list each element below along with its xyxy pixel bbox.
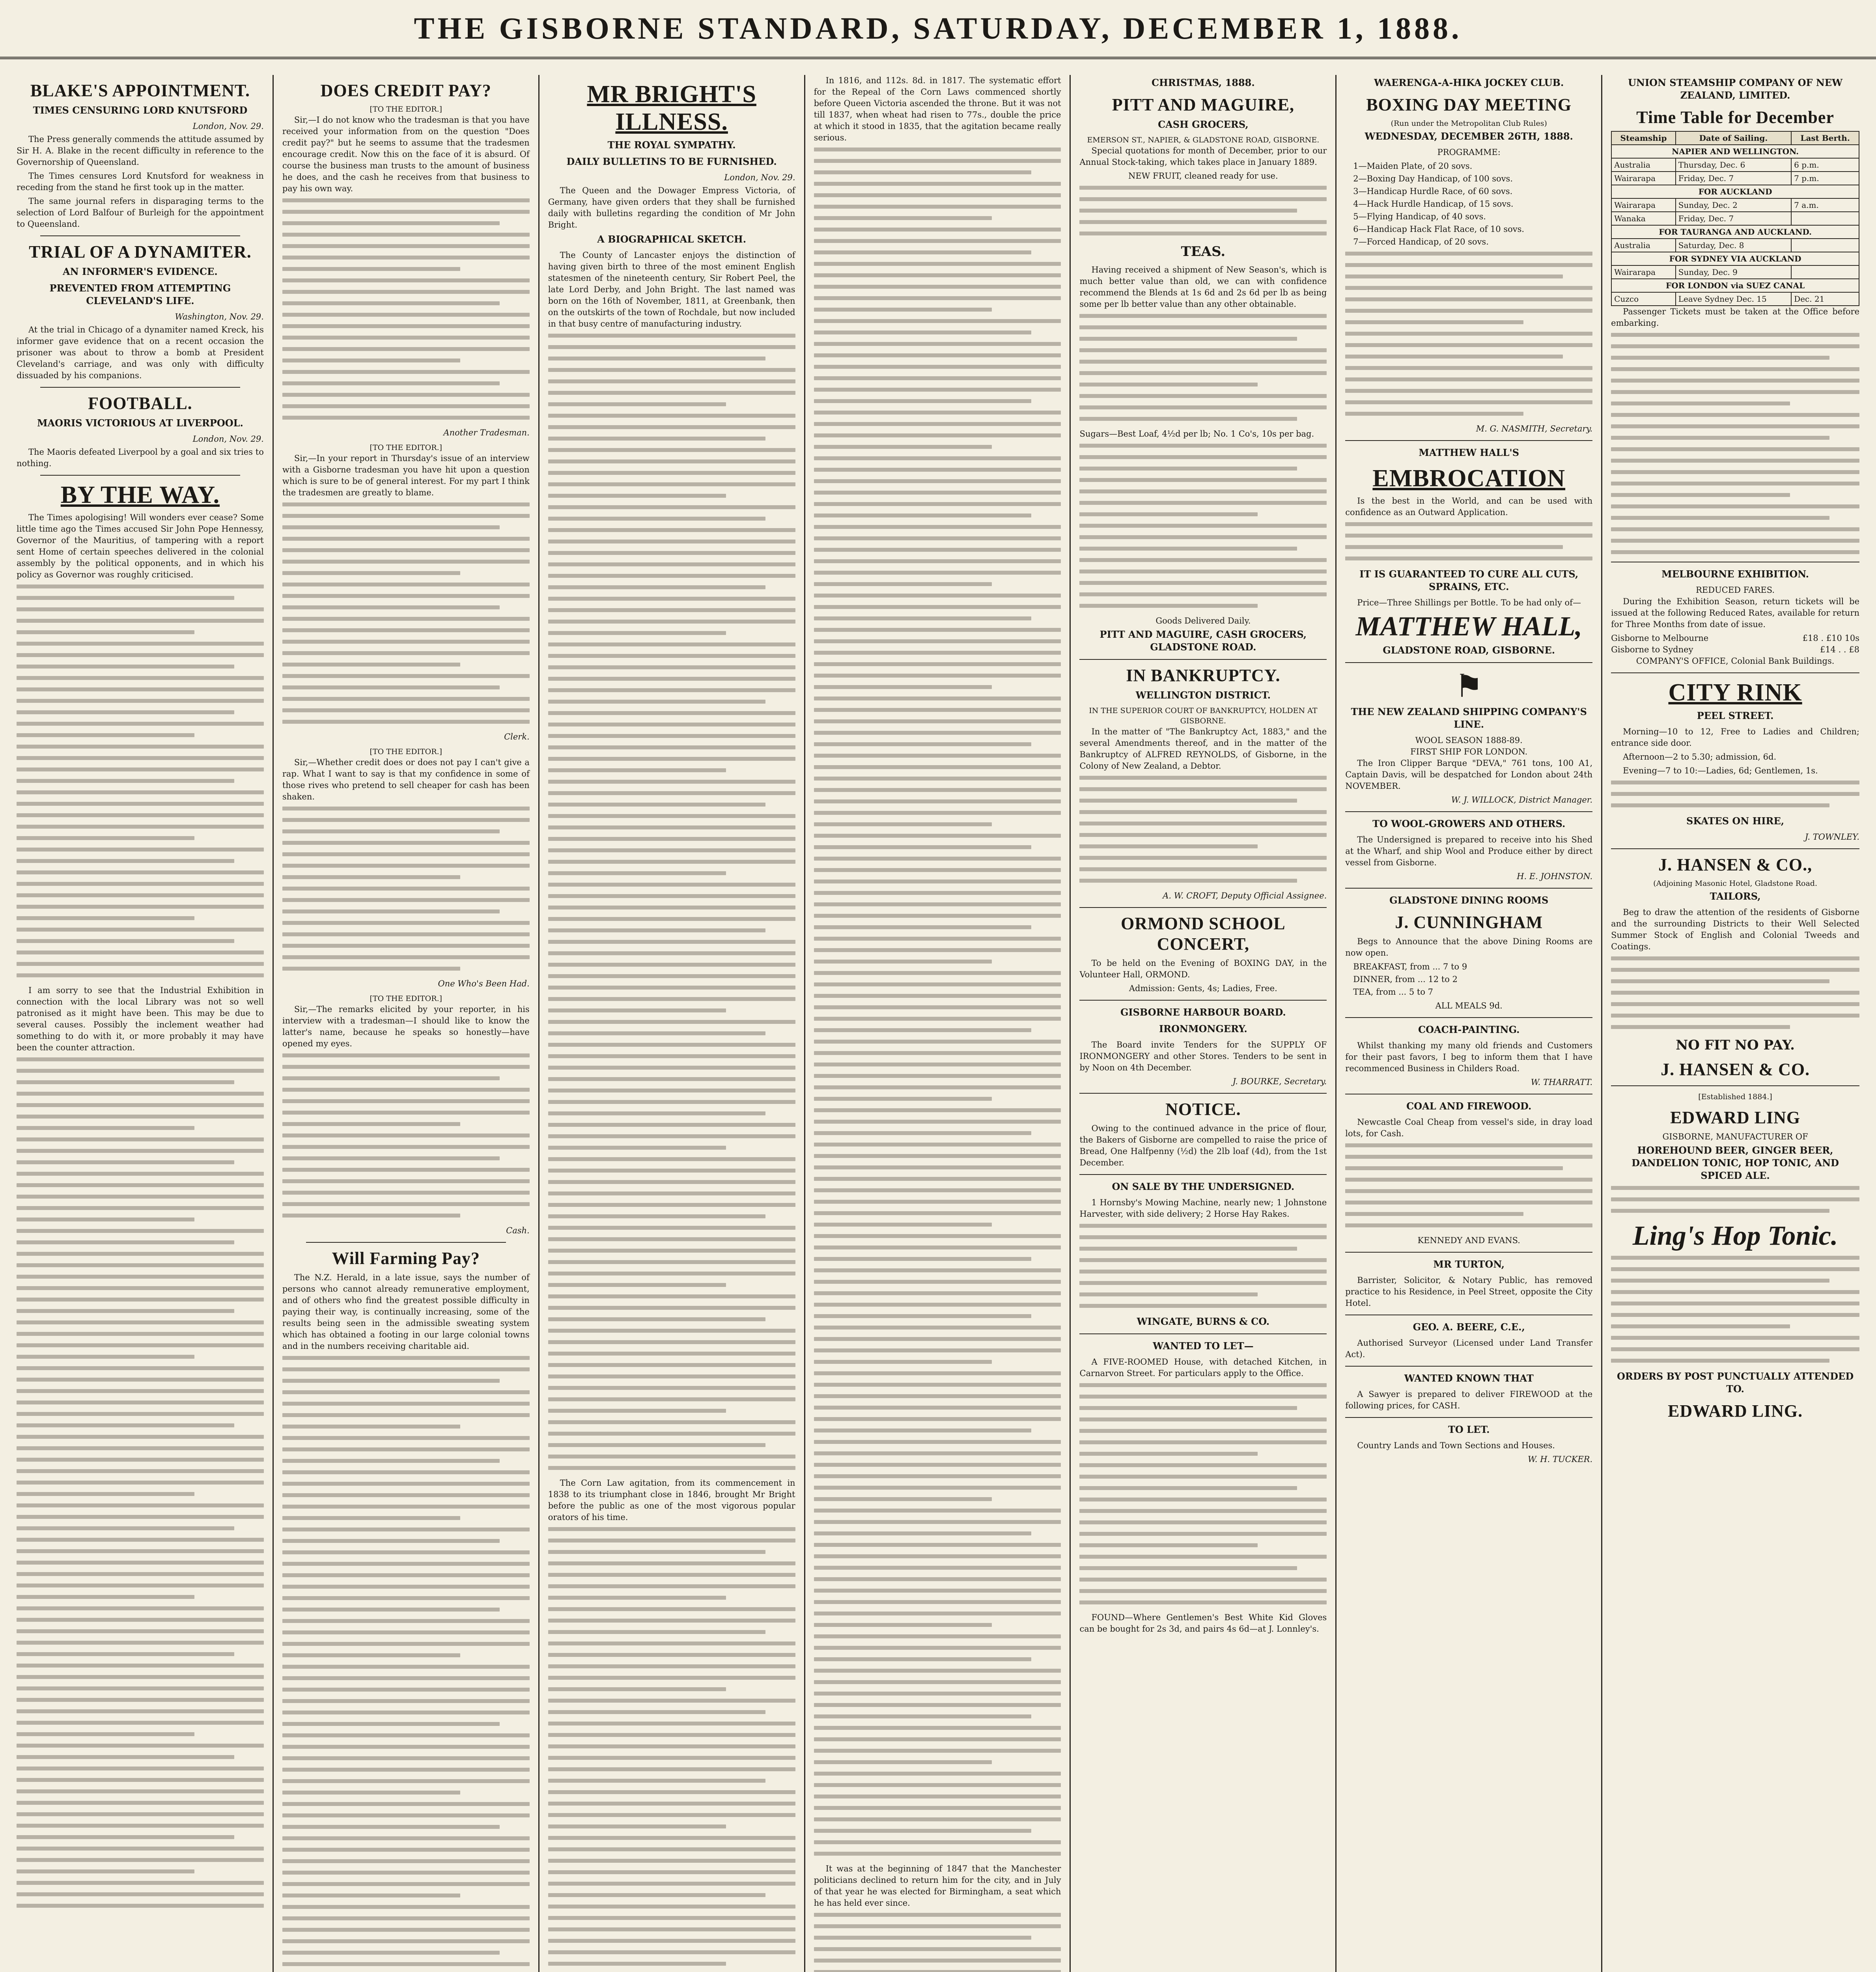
table-cell: Sunday, Dec. 9 [1676,265,1791,279]
blake-subhead: TIMES CENSURING LORD KNUTSFORD [33,105,248,116]
text-block [1611,333,1859,554]
table-cell: Australia [1611,158,1676,172]
concert-headline: ORMOND SCHOOL CONCERT, [1121,914,1286,954]
table-cell: 7 a.m. [1791,198,1859,212]
newspaper-title: THE GISBORNE STANDARD, SATURDAY, DECEMBER 1, 1888. [414,11,1462,45]
turton-para-1: Barrister, Solicitor, & Notary Public, has removed practice to his Residence, in Peel Street, opposite the City Hotel. [1345,1275,1593,1308]
coach-headline: COACH-PAINTING. [1418,1024,1520,1035]
fare-price: £18 . £10 10s [1802,633,1860,643]
credit-para-1: Sir,—I do not know who the tradesman is that you have received your information from on the question "Does credit pay?" but he seems to assume that the tradesmen encourage credit. Now this on the face of it is absurd. Of course the business man trusts to the amount of business he does, and the cash he receives from that business to pay his own way. [282,115,530,193]
dynamiter-subhead-2: PREVENTED FROM ATTEMPTING CLEVELAND'S LIFE. [49,282,231,306]
bright-headline: MR BRIGHT'S ILLNESS. [587,81,756,135]
text-block [1079,444,1327,608]
union-steamship-headline: UNION STEAMSHIP COMPANY OF NEW ZEALAND, LIMITED. [1628,77,1843,101]
bright-dateline: London, Nov. 29. [724,173,795,182]
meal-times [1353,961,1592,998]
credit-para-4: Sir,—The remarks elicited by your reporter, in his interview with a tradesman—I should like to know the latter's name, because he speaks so honestly—have opened my eyes. [282,1005,530,1048]
timetable-section [1611,225,1859,239]
pitt-maguire-fruit: NEW FRUIT, cleaned ready for use. [1128,171,1278,181]
wool-headline: TO WOOL-GROWERS AND OTHERS. [1372,818,1566,829]
pitt-maguire-sugar: Sugars—Best Loaf, 4½d per lb; No. 1 Co's, 10s per bag. [1079,429,1314,439]
timetable-header-row [1611,131,1859,145]
table-row [1611,239,1859,252]
table-cell: Wairarapa [1611,198,1676,212]
table-cell: Leave Sydney Dec. 15 [1676,292,1791,306]
corn-law-para-2: It was at the beginning of 1847 that the Manchester politicians declined to return him for the city, and in July of that year he was elected for Birmingham, a seat which he has held ever since. [814,1864,1061,1908]
pitt-maguire-para-1: Special quotations for month of December, prior to our Annual Stock-taking, which takes place in January 1889. [1079,146,1327,167]
timetable-headline: Time Table for December [1636,108,1834,127]
wanted-to-let-para: A FIVE-ROOMED House, with detached Kitchen, in Carnarvon Street. For particulars apply to the Office. [1079,1357,1327,1378]
divider [1079,907,1327,908]
text-block [814,148,1061,1856]
table-cell: Wairarapa [1611,172,1676,185]
shipping-flag-icon: ⚑ [1454,668,1483,704]
divider [40,387,240,388]
coal-para-1: Newcastle Coal Cheap from vessel's side, in dray load lots, for Cash. [1345,1117,1593,1138]
concert-admission: Admission: Gents, 4s; Ladies, Free. [1129,984,1277,993]
bright-subhead: THE ROYAL SYMPATHY. [607,139,736,151]
text-block [814,1913,1061,1972]
credit-signoff-2: Clerk. [504,732,530,741]
text-block [1611,1256,1859,1363]
divider [40,475,240,476]
race-item: 3—Handicap Hurdle Race, of 60 sovs. [1353,187,1513,196]
table-cell [1791,212,1859,225]
shipping-para-1: The Iron Clipper Barque "DEVA," 761 tons, 100 A1, Captain Davis, will be despatched for London about 24th NOVEMBER. [1345,758,1593,791]
jockey-club-programme: PROGRAMME: [1437,148,1501,157]
table-row [1611,172,1859,185]
melbourne-signoff: COMPANY'S OFFICE, Colonial Bank Buildings. [1636,656,1835,666]
dynamiter-dateline: Washington, Nov. 29. [175,312,264,321]
meal-time-row: DINNER, from ... 12 to 2 [1353,975,1458,984]
timetable-section-title: FOR SYDNEY VIA AUCKLAND [1611,252,1859,265]
dynamiter-subhead-1: AN INFORMER'S EVIDENCE. [63,266,218,277]
column-3 [539,75,805,1972]
wanted-to-let-headline: WANTED TO LET— [1153,1340,1254,1352]
embrocation-guarantee: IT IS GUARANTEED TO CURE ALL CUTS, SPRAINS, ETC. [1359,568,1579,592]
text-block [1079,776,1327,883]
divider [1345,662,1592,663]
pitt-maguire-headline: PITT AND MAGUIRE, [1112,95,1295,114]
dynamiter-para-1: At the trial in Chicago of a dynamiter named Kreck, his informer gave evidence that on a recent occasion the prisoner was about to throw a bomb at President Cleveland's carriage, and was only with difficulty dissuaded by his companions. [17,325,264,380]
pitt-maguire-address: EMERSON ST., NAPIER, & GLADSTONE ROAD, GISBORNE. [1087,136,1320,144]
table-cell: Dec. 21 [1791,292,1859,306]
credit-note-1: [TO THE EDITOR.] [370,105,442,114]
fare-route: Gisborne to Sydney [1611,645,1693,654]
notice-para-1: Owing to the continued advance in the price of flour, the Bakers of Gisborne are compelled to raise the price of Bread, One Halfpenny (½d) the 2lb loaf (4d), from the 1st December. [1079,1124,1327,1167]
divider [1611,1085,1859,1086]
pitt-maguire-subhead: CASH GROCERS, [1158,119,1249,130]
credit-signoff-4: Cash. [506,1226,530,1235]
melbourne-headline: MELBOURNE EXHIBITION. [1661,568,1809,580]
timetable-section [1611,252,1859,265]
column-7 [1602,75,1868,1972]
text-block [1611,956,1859,1029]
text-block [548,334,795,1470]
race-list [1353,161,1592,248]
race-item: 1—Maiden Plate, of 20 sovs. [1353,161,1473,171]
biography-subhead: A BIOGRAPHICAL SKETCH. [597,233,747,245]
sale-signoff: WINGATE, BURNS & CO. [1137,1316,1270,1327]
notice-headline: NOTICE. [1165,1100,1241,1119]
table-cell: Thursday, Dec. 6 [1676,158,1791,172]
to-let-signoff: W. H. TUCKER. [1527,1455,1593,1464]
table-cell: 6 p.m. [1791,158,1859,172]
blake-para-1: The Press generally commends the attitude assumed by Sir H. A. Blake in the recent difficulty in reference to the Governorship of Queensland. [17,134,264,167]
bankruptcy-para-1: In the matter of "The Bankruptcy Act, 1883," and the several Amendments thereof, and in the matter of the Bankruptcy of ALFRED REYNOLDS, of Gisborne, in the Colony of New Zealand, a Debtor. [1079,727,1327,771]
beere-headline: GEO. A. BEERE, C.E., [1413,1321,1525,1333]
divider [1079,1333,1327,1334]
harbour-signoff: J. BOURKE, Secretary. [1232,1077,1327,1086]
text-block [1079,314,1327,421]
concert-para-1: To be held on the Evening of BOXING DAY, in the Volunteer Hall, ORMOND. [1079,958,1327,979]
divider [40,235,240,236]
hansen-headline: J. HANSEN & CO., [1658,855,1813,874]
race-item: 5—Flying Handicap, of 40 sovs. [1353,212,1486,221]
text-block [282,198,530,420]
fare-route: Gisborne to Melbourne [1611,633,1709,643]
credit-note-3: [TO THE EDITOR.] [370,747,442,756]
column-5 [1071,75,1337,1972]
biography-para-2: The Corn Law agitation, from its commencement in 1838 to its triumphant close in 1846, brought Mr Bright before the public as one of the most vigorous popular orators of his time. [548,1478,795,1522]
by-the-way-para-1: The Times apologising! Will wonders ever cease? Some little time ago the Times accused Sir John Pope Hennessy, Governor of the Mauritius, of tampering with a report sent Home of certain speeches delivered in the colonial assembly by the political opponents, and in which his policy as Governor was roughly criticised. [17,513,264,579]
coal-signoff: KENNEDY AND EVANS. [1417,1236,1520,1245]
embrocation-top: MATTHEW HALL'S [1419,447,1519,458]
table-row [1611,158,1859,172]
bankruptcy-signoff: A. W. CROFT, Deputy Official Assignee. [1163,891,1327,900]
divider [1611,848,1859,849]
credit-note-2: [TO THE EDITOR.] [370,443,442,452]
turton-headline: MR TURTON, [1433,1259,1505,1270]
fare-row [1611,644,1859,655]
table-cell: Friday, Dec. 7 [1676,212,1791,225]
timetable-col-berth: Last Berth. [1791,131,1859,145]
table-cell: Sunday, Dec. 2 [1676,198,1791,212]
christmas-banner: CHRISTMAS, 1888. [1152,77,1255,88]
wanted-known-para-1: A Sawyer is prepared to deliver FIREWOOD at the following prices, for CASH. [1345,1389,1593,1410]
coach-para-1: Whilst thanking my many old friends and Customers for their past favors, I beg to inform them that I have recommenced Business in Childers Road. [1345,1041,1593,1073]
beere-para-1: Authorised Surveyor (Licensed under Land Transfer Act). [1345,1338,1593,1359]
to-let-para-1: Country Lands and Town Sections and Houses. [1357,1441,1555,1450]
hansen-fit-slogan: NO FIT NO PAY. [1676,1037,1795,1053]
blake-dateline: London, Nov. 29. [192,121,264,131]
city-rink-address: PEEL STREET. [1697,710,1774,721]
corn-law-para-1: In 1816, and 112s. 8d. in 1817. The systematic effort for the Repeal of the Corn Laws commenced shortly before Queen Victoria ascended the throne. But it was not till 1837, when wheat had risen to 77s., double the price at which it stood in 1835, that the agitation became really serious. [814,76,1061,142]
divider [1079,1000,1327,1001]
table-row [1611,265,1859,279]
jockey-club-signoff: M. G. NASMITH, Secretary. [1476,424,1593,433]
text-block [1345,1143,1592,1227]
timetable-col-steamship: Steamship [1611,131,1676,145]
harbour-headline: GISBORNE HARBOUR BOARD. [1120,1007,1286,1018]
jockey-club-rules: (Run under the Metropolitan Club Rules) [1391,119,1547,128]
text-block [282,1053,530,1218]
table-cell: Saturday, Dec. 8 [1676,239,1791,252]
shipping-signoff: W. J. WILLOCK, District Manager. [1451,795,1593,805]
boxing-day-meeting: BOXING DAY MEETING [1366,95,1572,114]
table-row [1611,198,1859,212]
divider [1345,1017,1592,1018]
race-item: 6—Handicap Hack Flat Race, of 10 sovs. [1353,224,1525,234]
divider [1611,672,1859,673]
wanted-known-headline: WANTED KNOWN THAT [1404,1373,1534,1384]
table-row [1611,292,1859,306]
city-rink-signoff: J. TOWNLEY. [1805,832,1860,842]
table-cell: Cuzco [1611,292,1676,306]
city-rink-evening: Evening—7 to 10:—Ladies, 6d; Gentlemen, 1s. [1623,766,1818,775]
timetable-col-date: Date of Sailing. [1676,131,1791,145]
bright-para-1: The Queen and the Dowager Empress Victoria, of Germany, have given orders that they shall be furnished daily with bulletins regarding the condition of Mr John Bright. [548,186,795,230]
credit-signoff-1: Another Tradesman. [443,428,530,437]
harbour-para-1: The Board invite Tenders for the SUPPLY OF IRONMONGERY and other Stores. Tenders to be sent in by Noon on 4th December. [1079,1040,1327,1072]
divider [1345,1366,1592,1367]
column-1 [8,75,274,1972]
dynamiter-headline: TRIAL OF A DYNAMITER. [29,242,252,261]
masthead [0,0,1876,59]
bankruptcy-headline: IN BANKRUPTCY. [1126,666,1281,685]
fare-price: £14 . . £8 [1820,645,1860,654]
blake-headline: BLAKE'S APPOINTMENT. [30,81,250,100]
dining-proprietor: J. CUNNINGHAM [1395,913,1543,932]
timetable-section-title: FOR LONDON via SUEZ CANAL [1611,279,1859,292]
blake-para-3: The same journal refers in disparaging terms to the selection of Lord Balfour of Burleigh for the appointment to Queensland. [17,196,264,229]
table-cell: 7 p.m. [1791,172,1859,185]
ling-orders: ORDERS BY POST PUNCTUALLY ATTENDED TO. [1617,1371,1854,1395]
ling-signoff: EDWARD LING. [1668,1401,1803,1421]
column-2 [274,75,539,1972]
credit-para-3: Sir,—Whether credit does or does not pay I can't give a rap. What I want to say is that my confidence in some of those rives who pretend to sell cheaper for cash has been shaken. [282,758,530,801]
hansen-address: (Adjoining Masonic Hotel, Gladstone Road. [1653,879,1817,888]
text-block [1611,781,1859,807]
matthew-hall-brand: MATTHEW HALL, [1355,611,1582,642]
timetable-section [1611,185,1859,198]
football-subhead: MAORIS VICTORIOUS AT LIVERPOOL. [37,417,243,429]
embrocation-headline: EMBROCATION [1372,465,1566,492]
text-block [17,1057,264,1908]
ling-headline: EDWARD LING [1670,1108,1801,1127]
divider [1345,811,1592,812]
divider [306,1242,506,1243]
table-row [1611,212,1859,225]
timetable-section [1611,145,1859,158]
harbour-subhead: IRONMONGERY. [1159,1023,1247,1035]
credit-signoff-3: One Who's Been Had. [438,979,530,988]
embrocation-price: Price—Three Shillings per Bottle. To be had only of— [1357,598,1581,607]
dining-headline: GLADSTONE DINING ROOMS [1389,894,1549,906]
dining-para-1: Begs to Announce that the above Dining Rooms are now open. [1345,937,1593,958]
divider [1345,1252,1592,1253]
race-item: 4—Hack Hurdle Handicap, of 15 sovs. [1353,199,1514,209]
fare-row [1611,633,1859,644]
text-block [1611,1186,1859,1213]
race-item: 2—Boxing Day Handicap, of 100 sovs. [1353,174,1513,183]
timetable-section-title: NAPIER AND WELLINGTON. [1611,145,1859,158]
melbourne-para-1: During the Exhibition Season, return tickets will be issued at the following Reduced Rates, available for return for Three Months from date of issue. [1611,597,1860,629]
bankruptcy-district: WELLINGTON DISTRICT. [1135,689,1271,701]
table-cell: Wanaka [1611,212,1676,225]
timetable-section-title: FOR AUCKLAND [1611,185,1859,198]
football-headline: FOOTBALL. [88,394,192,413]
table-cell: Australia [1611,239,1676,252]
shipping-season: WOOL SEASON 1888-89. [1415,736,1523,745]
pitt-maguire-delivery: Goods Delivered Daily. [1155,616,1251,626]
jockey-club-headline: WAERENGA-A-HIKA JOCKEY CLUB. [1374,77,1564,88]
table-cell [1791,239,1859,252]
coal-headline: COAL AND FIREWOOD. [1406,1100,1532,1112]
wool-signoff: H. E. JOHNSTON. [1517,872,1593,881]
meal-time-row: TEA, from ... 5 to 7 [1353,987,1434,997]
coach-signoff: W. THARRATT. [1531,1078,1593,1087]
race-item: 7—Forced Handicap, of 20 sovs. [1353,237,1489,246]
bankruptcy-court: IN THE SUPERIOR COURT OF BANKRUPTCY, HOLDEN AT GISBORNE. [1089,706,1318,725]
ling-products: HOREHOUND BEER, GINGER BEER, DANDELION TONIC, HOP TONIC, AND SPICED ALE. [1631,1145,1839,1181]
pitt-maguire-teas: TEAS. [1181,244,1226,260]
blake-para-2: The Times censures Lord Knutsford for weakness in receding from the stand he first took up in the matter. [17,171,264,192]
divider [1345,440,1592,441]
divider [1345,1417,1592,1418]
divider [1079,1093,1327,1094]
meal-time-row: BREAKFAST, from ... 7 to 9 [1353,962,1467,971]
text-block [1079,1383,1327,1604]
farming-para-1: The N.Z. Herald, in a late issue, says the number of persons who cannot already remunerative employment, and of others who find the greatest possible difficulty in paying their way, is continually increasing, some of the results being seen in the admissible sweating system which has obtained a footing in our large colonial towns and in the numbers receiving charitable aid. [282,1273,530,1351]
text-block [548,1527,795,1972]
dining-meals: ALL MEALS 9d. [1435,1001,1503,1010]
ling-subhead: GISBORNE, MANUFACTURER OF [1662,1132,1808,1141]
credit-note-4: [TO THE EDITOR.] [370,994,442,1003]
hansen-para-1: Beg to draw the attention of the residents of Gisborne and the surrounding Districts to their Well Selected Summer Stock of English and Colonial Tweeds and Coatings. [1611,908,1860,951]
divider [1079,1174,1327,1175]
divider [1079,659,1327,660]
credit-headline: DOES CREDIT PAY? [320,81,491,100]
ling-hop-tonic: Ling's Hop Tonic. [1632,1221,1838,1251]
city-rink-morning: Morning—10 to 12, Free to Ladies and Children; entrance side door. [1611,727,1860,748]
hansen-signoff: J. HANSEN & CO. [1661,1060,1810,1079]
text-block [1345,252,1592,416]
football-dateline: London, Nov. 29. [192,434,264,444]
text-block [282,502,530,724]
football-para-1: The Maoris defeated Liverpool by a goal and six tries to nothing. [17,447,264,468]
embrocation-para-1: Is the best in the World, and can be used with confidence as an Outward Application. [1345,496,1593,517]
wool-para-1: The Undersigned is prepared to receive into his Shed at the Wharf, and ship Wool and Produce either by direct vessel from Gisborne. [1345,835,1593,867]
page-columns [8,75,1868,1972]
by-the-way-headline: BY THE WAY. [60,482,220,508]
text-block [1079,186,1327,235]
timetable-section-title: FOR TAURANGA AND AUCKLAND. [1611,225,1859,239]
timetable-note: Passenger Tickets must be taken at the Office before embarking. [1611,307,1860,328]
sale-headline: ON SALE BY THE UNDERSIGNED. [1112,1181,1295,1192]
shipping-first: FIRST SHIP FOR LONDON. [1410,747,1528,756]
timetable-section [1611,279,1859,292]
column-6 [1337,75,1602,1972]
city-rink-headline: CITY RINK [1668,679,1802,706]
shipping-headline: THE NEW ZEALAND SHIPPING COMPANY'S LINE. [1351,706,1587,730]
text-block [282,1356,530,1972]
divider [1345,888,1592,889]
bright-subhead-2: DAILY BULLETINS TO BE FURNISHED. [566,156,777,167]
city-rink-afternoon: Afternoon—2 to 5.30; admission, 6d. [1623,752,1777,762]
table-cell: Wairarapa [1611,265,1676,279]
jockey-club-date: WEDNESDAY, DECEMBER 26TH, 1888. [1365,131,1573,142]
ling-established: [Established 1884.] [1698,1092,1772,1101]
hansen-tailors: TAILORS, [1710,891,1761,902]
text-block [1345,522,1592,560]
timetable [1611,131,1859,306]
text-block [1079,1224,1327,1308]
pitt-maguire-footer: PITT AND MAGUIRE, CASH GROCERS, GLADSTONE ROAD. [1099,629,1307,653]
found-notice: FOUND—Where Gentlemen's Best White Kid Gloves can be bought for 2s 3d, and pairs 4s 6d—at J. Lonnley's. [1079,1613,1327,1634]
sale-para-1: 1 Hornsby's Mowing Machine, nearly new; 1 Johnstone Harvester, with side delivery; 2 Horse Hay Rakes. [1079,1198,1327,1219]
embrocation-address: GLADSTONE ROAD, GISBORNE. [1383,644,1555,656]
pitt-maguire-para-2: Having received a shipment of New Season's, which is much better value than old, we can with confidence recommend the Blends at 1s 6d and 2s 6d per lb as being some per lb better value than any other obtainable. [1079,265,1327,309]
column-4 [805,75,1071,1972]
farming-headline: Will Farming Pay? [332,1249,480,1268]
text-block [17,585,264,977]
table-cell: Friday, Dec. 7 [1676,172,1791,185]
biography-para-1: The County of Lancaster enjoys the distinction of having given birth to three of the most eminent English statesmen of the nineteenth century, Sir Robert Peel, the late Lord Derby, and John Bright. The last named was born on the 16th of November, 1811, at Greenbank, then on the outskirts of the town of Rochdale, but now included in that busy centre of manufacturing industry. [548,250,795,329]
to-let-headline: TO LET. [1448,1424,1490,1435]
by-the-way-para-2: I am sorry to see that the Industrial Exhibition in connection with the local Library was not so well patronised as it might have been. This may be due to several causes. Possibly the inclement weather had something to do with it, or more probably it may have been the counter attraction. [17,986,264,1052]
city-rink-skates: SKATES ON HIRE, [1686,815,1785,827]
text-block [282,807,530,971]
credit-para-2: Sir,—In your report in Thursday's issue of an interview with a Gisborne tradesman you have hit upon a question which is sure to be of general interest. For my part I think the tradesmen are greatly to blame. [282,454,530,497]
melbourne-subhead: REDUCED FARES. [1696,585,1775,595]
table-cell [1791,265,1859,279]
